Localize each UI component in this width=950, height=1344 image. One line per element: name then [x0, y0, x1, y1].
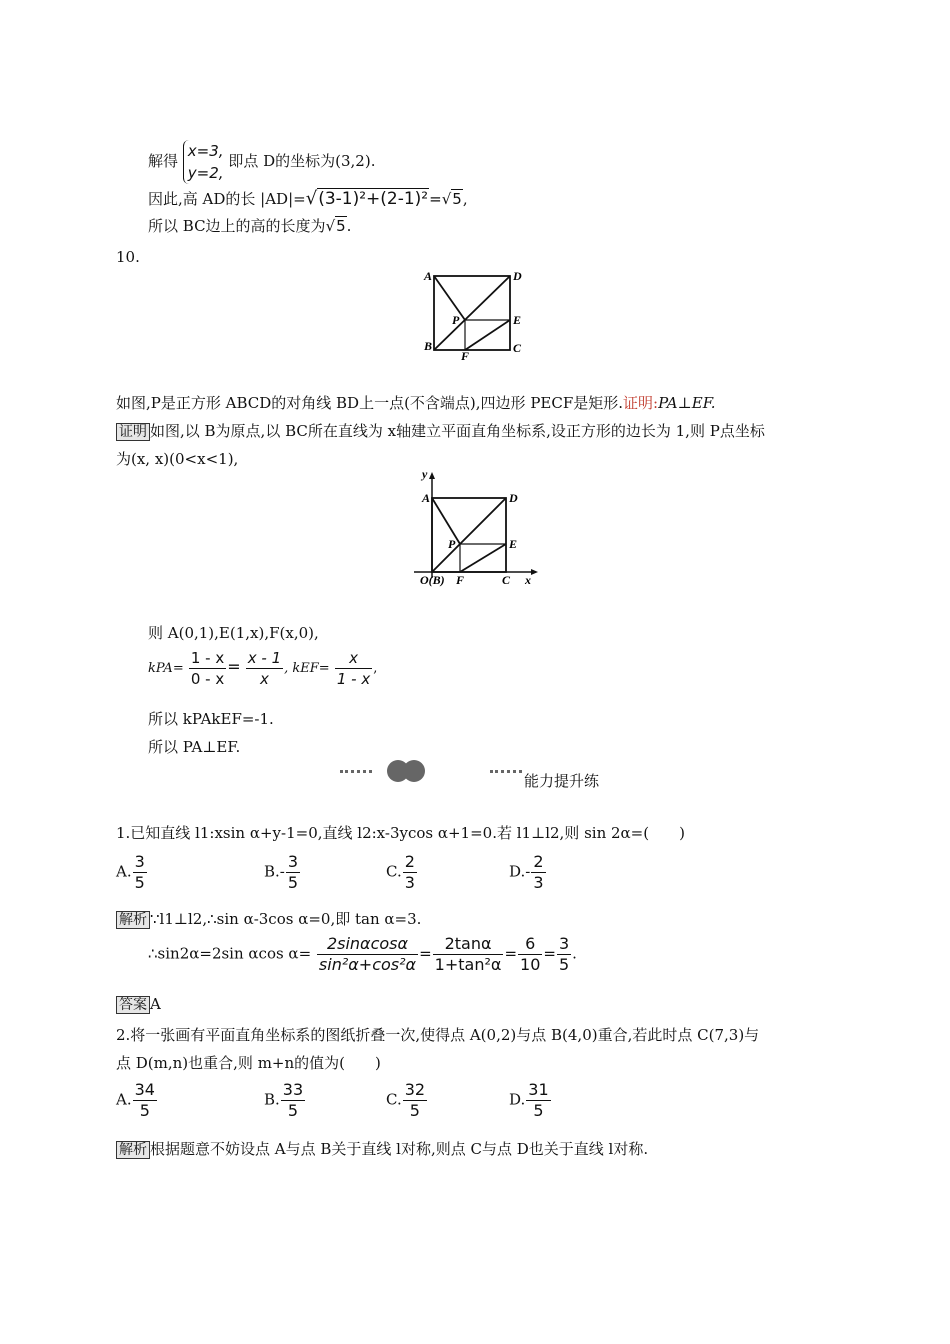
coords-line: 则 A(0,1),E(1,x),F(x,0), — [148, 624, 319, 642]
denominator: x — [260, 670, 269, 688]
fraction — [281, 1080, 305, 1121]
product-line: 所以 kPAkEF=-1. — [148, 710, 274, 728]
numerator: 2sinαcosα — [317, 934, 418, 955]
section-title: 能力提升练 — [524, 772, 600, 790]
option-label: B. — [264, 1090, 280, 1109]
q1-answer — [116, 994, 161, 1014]
prove-label: 证明: — [623, 394, 659, 412]
option-B[interactable] — [264, 852, 301, 893]
answer-tag: 答案 — [116, 996, 150, 1014]
proof-line2: 为(x, x)(0<x<1), — [116, 450, 239, 468]
label-O: O(B) — [420, 573, 445, 587]
fraction — [518, 934, 542, 975]
sign: - — [525, 862, 531, 881]
denominator: 5 — [287, 1101, 299, 1120]
text: 因此,高 AD的长 |AD|= — [148, 190, 306, 208]
sign: - — [279, 862, 285, 881]
q2-stem-line1: 2.将一张画有平面直角坐标系的图纸折叠一次,使得点 A(0,2)与点 B(4,0)重合,若此时点 C(7,3)与 — [116, 1026, 760, 1044]
denominator: 3 — [533, 873, 544, 892]
label-D: D — [509, 491, 518, 505]
numerator: 1 - x — [190, 649, 225, 667]
numerator: 2 — [533, 852, 544, 871]
text: ∴sin2α=2sin αcos α= — [148, 944, 312, 963]
problem10-statement — [116, 392, 716, 413]
label-F: F — [461, 349, 470, 362]
numerator: 3 — [558, 934, 570, 953]
denominator: 5 — [134, 873, 145, 892]
text: PA⊥EF. — [658, 394, 716, 412]
option-B[interactable] — [264, 1080, 306, 1121]
denominator: 5 — [558, 955, 570, 974]
option-label: D. — [509, 1090, 526, 1109]
text: , — [373, 661, 378, 676]
fraction — [286, 852, 300, 893]
denominator: 10 — [520, 955, 541, 974]
label-y: y — [422, 470, 428, 481]
slope-line — [148, 648, 377, 689]
text: , — [462, 190, 468, 208]
text: 解得 — [148, 152, 179, 170]
text: kPA= — [148, 661, 184, 676]
label-E: E — [513, 313, 522, 327]
radicand: (3-1)²+(2-1)² — [318, 189, 429, 209]
equation: y=2, — [187, 164, 224, 182]
numerator: 2tanα — [433, 934, 504, 955]
text: , kEF= — [284, 661, 330, 676]
option-label: D. — [509, 862, 526, 881]
text: 如图,以 B为原点,以 BC所在直线为 x轴建立平面直角坐标系,设正方形的边长为 1,则 P点坐标 — [150, 422, 765, 440]
label-F: F — [456, 573, 465, 587]
text: . — [572, 944, 577, 963]
analysis-tag: 解析 — [116, 911, 150, 929]
numerator: 32 — [404, 1080, 426, 1099]
problem-number: 10. — [116, 248, 140, 266]
text: 所以 BC边上的高的长度为 — [148, 217, 326, 235]
analysis-tag: 解析 — [116, 1141, 150, 1159]
label-P: P — [452, 313, 460, 327]
label-D: D — [513, 269, 522, 283]
height-line: 因此,高 AD的长 |AD|=√(3-1)²+(2-1)²=√5, — [148, 188, 468, 209]
circle-icon — [403, 760, 425, 782]
numerator: 31 — [528, 1080, 549, 1099]
numerator: 6 — [518, 934, 542, 955]
q2-stem-line2: 点 D(m,n)也重合,则 m+n的值为( ) — [116, 1054, 381, 1072]
text: = — [429, 190, 442, 208]
q1-stem: 1.已知直线 l1:xsin α+y-1=0,直线 l2:x-3ycos α+1=0.若 l1⊥l2,则 sin 2α=( ) — [116, 824, 685, 842]
fraction — [317, 934, 418, 975]
label-x: x — [525, 573, 531, 587]
option-label: C. — [386, 1090, 402, 1109]
label-A: A — [424, 269, 433, 283]
radicand: 5 — [336, 217, 346, 235]
denominator: 3 — [404, 873, 415, 892]
proof-line1 — [116, 420, 765, 441]
q2-options — [116, 1080, 616, 1126]
option-D[interactable] — [509, 1080, 552, 1121]
q1-analysis-line1 — [116, 908, 421, 929]
denominator: 5 — [409, 1101, 420, 1120]
denominator: 5 — [139, 1101, 150, 1120]
figure-square — [420, 266, 530, 362]
fraction — [335, 648, 372, 689]
numerator: 3 — [287, 852, 299, 871]
option-label: C. — [386, 862, 402, 881]
figure-coordinate — [408, 470, 538, 590]
radicand: 5 — [452, 190, 462, 208]
fraction — [526, 1080, 550, 1121]
option-label: A. — [116, 1090, 132, 1109]
fraction — [531, 852, 545, 893]
label-B: B — [424, 339, 433, 353]
fraction — [403, 1080, 427, 1121]
fraction — [133, 1080, 157, 1121]
fraction — [403, 852, 417, 893]
numerator: x — [335, 648, 372, 669]
denominator: 5 — [287, 873, 299, 892]
fraction — [189, 648, 226, 689]
label-C: C — [513, 341, 522, 355]
section-divider — [340, 760, 522, 782]
equation: x=3, — [187, 142, 224, 160]
label-C: C — [502, 573, 511, 587]
final-line: 所以 PA⊥EF. — [148, 738, 241, 756]
label-E: E — [509, 537, 518, 551]
numerator: 2 — [404, 852, 415, 871]
fraction — [557, 934, 571, 975]
dots-right — [490, 770, 522, 773]
option-D[interactable] — [509, 852, 547, 893]
text: = — [227, 657, 241, 676]
denominator: 0 - x — [190, 670, 225, 688]
q2-analysis — [116, 1138, 648, 1159]
conclusion-line: 所以 BC边上的高的长度为√5. — [148, 217, 352, 235]
dots-left — [340, 770, 372, 773]
text: ∵l1⊥l2,∴sin α-3cos α=0,即 tan α=3. — [150, 910, 422, 928]
text: 根据题意不妨设点 A与点 B关于直线 l对称,则点 C与点 D也关于直线 l对称. — [150, 1140, 649, 1158]
text: 即点 D的坐标为(3,2). — [228, 152, 376, 170]
denominator: sin²α+cos²α — [318, 955, 417, 974]
answer-value: A — [150, 995, 161, 1013]
numerator: 33 — [282, 1080, 304, 1099]
q1-analysis-line2: ∴sin2α=2sin αcos α= $\frac{2\sin\alpha\cos\alpha}{\text{sin²α+cos²α}}$ = $\frac{2\tan\alpha}{\text{1+tan²α}}$ = $\frac{6}{10}$ = $\frac{3}{5}$ . — [148, 934, 577, 974]
numerator: 34 — [134, 1080, 155, 1099]
option-label: B. — [264, 862, 280, 881]
denominator: 1+tan²α — [434, 955, 502, 974]
fraction — [433, 934, 504, 975]
denominator: 5 — [533, 1101, 544, 1120]
option-C[interactable] — [386, 1080, 428, 1121]
fraction — [133, 852, 147, 893]
numerator: 3 — [134, 852, 145, 871]
option-A[interactable] — [116, 1080, 158, 1121]
proof-tag: 证明 — [116, 423, 150, 441]
equation-system — [183, 140, 224, 184]
fraction — [246, 648, 283, 689]
text: . — [346, 217, 352, 235]
label-A: A — [422, 491, 431, 505]
q1-options — [116, 852, 616, 898]
option-C[interactable] — [386, 852, 418, 893]
solve-line — [148, 140, 375, 184]
numerator: x - 1 — [247, 649, 282, 667]
option-A[interactable] — [116, 852, 148, 893]
denominator: 1 - x — [336, 670, 371, 688]
text: 如图,P是正方形 ABCD的对角线 BD上一点(不含端点),四边形 PECF是矩形. — [116, 394, 624, 412]
label-P: P — [448, 537, 456, 551]
option-label: A. — [116, 862, 132, 881]
